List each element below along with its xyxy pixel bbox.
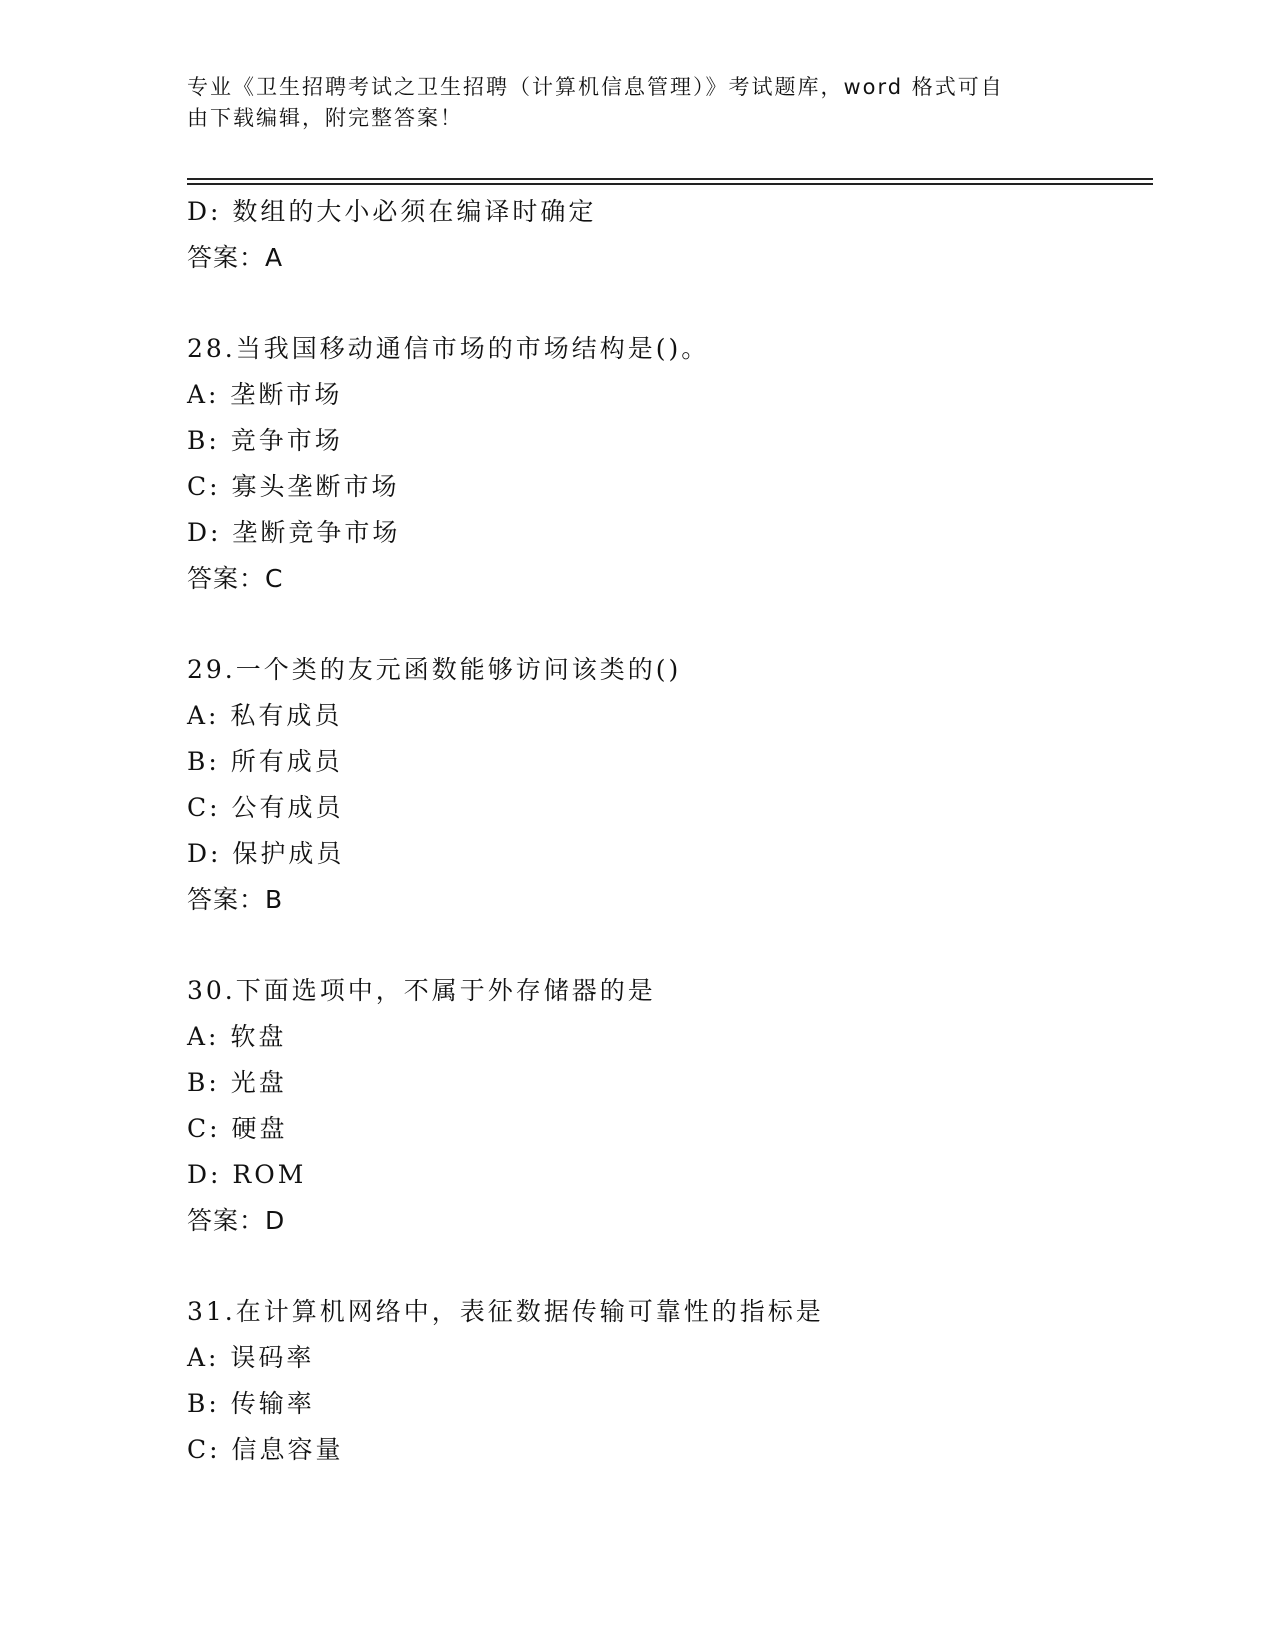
option-line: B: 竞争市场 [187, 426, 343, 455]
option-line: A: 垄断市场 [187, 380, 343, 409]
option-line: A: 误码率 [187, 1343, 315, 1372]
header-line-1: 专业《卫生招聘考试之卫生招聘（计算机信息管理）》考试题库，word 格式可自 [187, 75, 1004, 99]
option-line: C: 寡头垄断市场 [187, 472, 400, 501]
question-block [187, 189, 1153, 281]
option-line: B: 所有成员 [187, 747, 343, 776]
spacer [187, 602, 1153, 647]
header-line-2: 由下载编辑，附完整答案！ [187, 106, 463, 130]
option-line: B: 光盘 [187, 1068, 287, 1097]
document-header [187, 72, 1067, 134]
question-block [187, 1289, 1153, 1473]
answer-line: 答案：A [187, 243, 284, 272]
option-line: D: 保护成员 [187, 839, 345, 868]
answer-line: 答案：D [187, 1206, 286, 1235]
answer-line: 答案：C [187, 564, 284, 593]
option-line: B: 传输率 [187, 1389, 315, 1418]
header-rule-top [187, 178, 1153, 180]
option-line: A: 私有成员 [187, 701, 343, 730]
spacer [187, 1244, 1153, 1289]
option-line: C: 公有成员 [187, 793, 344, 822]
option-line: D: 垄断竞争市场 [187, 518, 401, 547]
option-line: D: 数组的大小必须在编译时确定 [187, 197, 597, 226]
option-line: A: 软盘 [187, 1022, 287, 1051]
question-block [187, 647, 1153, 923]
question-line: 31.在计算机网络中，表征数据传输可靠性的指标是 [187, 1297, 824, 1326]
header-rule-bottom [187, 183, 1153, 185]
spacer [187, 923, 1153, 968]
question-line: 28.当我国移动通信市场的市场结构是()。 [187, 334, 710, 363]
question-line: 30.下面选项中，不属于外存储器的是 [187, 976, 656, 1005]
option-line: D: ROM [187, 1160, 307, 1189]
question-block [187, 968, 1153, 1244]
question-block [187, 326, 1153, 602]
option-line: C: 信息容量 [187, 1435, 344, 1464]
option-line: C: 硬盘 [187, 1114, 288, 1143]
answer-line: 答案：B [187, 885, 284, 914]
spacer [187, 281, 1153, 326]
question-list [187, 189, 1153, 1473]
question-line: 29.一个类的友元函数能够访问该类的() [187, 655, 682, 684]
